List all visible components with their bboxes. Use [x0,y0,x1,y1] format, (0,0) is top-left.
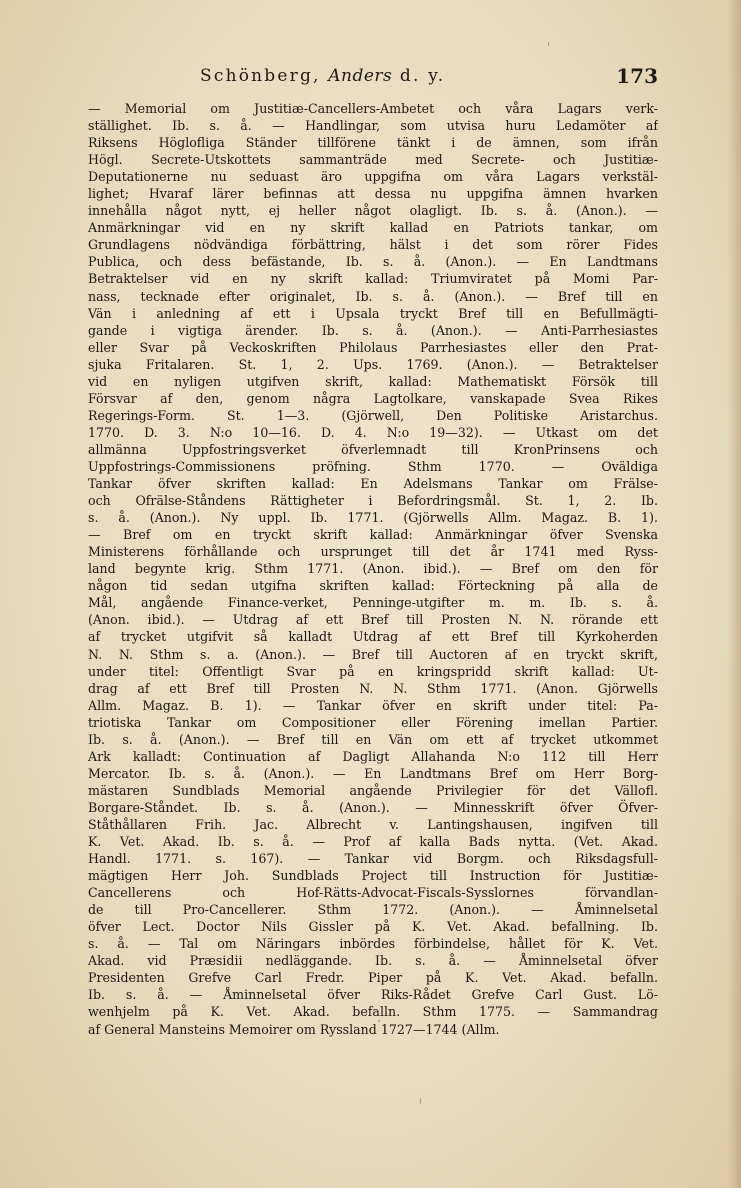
text-line: ställighet. Ib. s. å. — Handlingar, som utvisa huru Ledamöter af [88,118,658,134]
text-line: Borgare-Ståndet. Ib. s. å. (Anon.). — Minnesskrift öfver Öfver- [88,799,658,815]
text-line: 1770. D. 3. N:o 10—16. D. 4. N:o 19—32). — Utkast om det [88,424,658,440]
text-line: Betraktelser vid en ny skrift kallad: Triumviratet på Momi Par- [88,271,658,287]
text-line: sjuka Fritalaren. St. 1, 2. Ups. 1769. (Anon.). — Betraktelser [88,356,658,372]
body-text [88,100,658,1038]
text-line: Ark kalladt: Continuation af Dagligt Allahanda N:o 112 till Herr [88,748,658,764]
text-line: (Anon. ibid.). — Utdrag af ett Bref till Prosten N. N. rörande ett [88,612,658,628]
text-line: Riksens Höglofliga Ständer tillförene tänkt i de ämnen, som ifrån [88,135,658,151]
text-line: innehålla något nytt, ej heller något olagligt. Ib. s. å. (Anon.). — [88,203,658,219]
text-line: gande i vigtiga ärender. Ib. s. å. (Anon.). — Anti-Parrhesiastes [88,322,658,338]
text-line: Ib. s. å. (Anon.). — Bref till en Vän om ett af trycket utkommet [88,731,658,747]
page-number: 173 [616,64,658,88]
text-line: — Memorial om Justitiæ-Cancellers-Ambetet och våra Lagars verk- [88,101,658,116]
text-line: Ib. s. å. — Åminnelsetal öfver Riks-Rådet Grefve Carl Gust. Lö- [88,987,658,1003]
text-line: s. å. (Anon.). Ny uppl. Ib. 1771. (Gjörwells Allm. Magaz. B. 1). [88,510,658,526]
text-line: och Ofrälse-Ståndens Rättigheter i Befordringsmål. St. 1, 2. Ib. [88,493,658,509]
text-line: drag af ett Bref till Prosten N. N. Sthm 1771. (Anon. Gjörwells [88,680,658,696]
text-line: allmänna Uppfostringsverket öfverlemnadt till KronPrinsens och [88,441,658,457]
text-line: af General Mansteins Memoirer om Ryssland 1727—1744 (Allm. [88,1021,500,1037]
text-line: Ståthållaren Frih. Jac. Albrecht v. Lantingshausen, ingifven till [88,816,658,832]
text-line: Akad. vid Præsidii nedläggande. Ib. s. å. — Åminnelsetal öfver [88,953,658,969]
text-line: under titel: Offentligt Svar på en kringspridd skrift kallad: Ut- [88,663,658,679]
text-line: Regerings-Form. St. 1—3. (Gjörwell, Den Politiske Aristarchus. [88,407,658,423]
text-line: Presidenten Grefve Carl Fredr. Piper på K. Vet. Akad. befalln. [88,970,658,986]
text-line: Anmärkningar vid en ny skrift kallad en Patriots tankar, om [88,220,658,236]
text-line: vid en nyligen utgifven skrift, kallad: Mathematiskt Försök till [88,373,658,389]
paper-speck [548,42,549,46]
page-header [88,66,658,96]
running-head-forename: Anders [328,66,393,86]
text-line: N. N. Sthm s. a. (Anon.). — Bref till Auctoren af en tryckt skrift, [88,646,658,662]
running-head-surname: Schönberg, [200,66,329,86]
paper-speck [420,1098,421,1104]
text-line: Mercator. Ib. s. å. (Anon.). — En Landtmans Bref om Herr Borg- [88,765,658,781]
text-line: Vän i anledning af ett i Upsala tryckt Bref till en Befullmägti- [88,305,658,321]
text-line: öfver Lect. Doctor Nils Gissler på K. Vet. Akad. befallning. Ib. [88,919,658,935]
text-line: mästaren Sundblads Memorial angående Privilegier för det Vällofl. [88,782,658,798]
text-line: s. å. — Tal om Näringars inbördes förbindelse, hållet för K. Vet. [88,936,658,952]
text-line: Allm. Magaz. B. 1). — Tankar öfver en skrift under titel: Pa- [88,697,658,713]
text-line: Försvar af den, genom några Lagtolkare, vanskapade Svea Rikes [88,390,658,406]
text-line: nass, tecknade efter originalet, Ib. s. å. (Anon.). — Bref till en [88,288,658,304]
running-head [200,66,445,86]
text-line: wenhjelm på K. Vet. Akad. befalln. Sthm 1775. — Sammandrag [88,1004,658,1020]
text-line: land begynte krig. Sthm 1771. (Anon. ibid.). — Bref om den för [88,561,658,577]
text-line: Ministerens förhållande och ursprunget till det år 1741 med Ryss- [88,544,658,560]
text-line: K. Vet. Akad. Ib. s. å. — Prof af kalla Bads nytta. (Vet. Akad. [88,834,658,850]
page-edge-shadow [727,0,741,1188]
text-line: Uppfostrings-Commissionens pröfning. Sthm 1770. — Oväldiga [88,458,658,474]
text-line: Deputationerne nu seduast äro uppgifna om våra Lagars verkstäl- [88,169,658,185]
text-line: af trycket utgifvit så kalladt Utdrag af ett Bref till Kyrkoherden [88,629,658,645]
paper-speck [378,1020,380,1022]
text-line: triotiska Tankar om Compositioner eller Förening imellan Partier. [88,714,658,730]
text-line: mägtigen Herr Joh. Sundblads Project till Instruction för Justitiæ- [88,868,658,884]
text-line: Grundlagens nödvändiga förbättring, hälst i det som rörer Fides [88,237,658,253]
running-head-suffix: d. y. [392,66,446,86]
text-line: — Bref om en tryckt skrift kallad: Anmärkningar öfver Svenska [88,527,658,543]
text-line: de till Pro-Cancellerer. Sthm 1772. (Anon.). — Åminnelsetal [88,902,658,918]
text-line: Handl. 1771. s. 167). — Tankar vid Borgm. och Riksdagsfull- [88,851,658,867]
text-line: Cancellerens och Hof-Rätts-Advocat-Fiscals-Sysslornes förvandlan- [88,885,658,901]
text-line: någon tid sedan utgifna skriften kallad: Förteckning på alla de [88,578,658,594]
text-line: lighet; Hvaraf lärer befinnas att dessa nu uppgifna ämnen hvarken [88,186,658,202]
text-line: Mål, angående Finance-verket, Penninge-utgifter m. m. Ib. s. å. [88,595,658,611]
text-line: Tankar öfver skriften kallad: En Adelsmans Tankar om Frälse- [88,476,658,492]
text-line: Högl. Secrete-Utskottets sammanträde med Secrete- och Justitiæ- [88,152,658,168]
text-line: Publica, och dess befästande, Ib. s. å. (Anon.). — En Landtmans [88,254,658,270]
text-line: eller Svar på Veckoskriften Philolaus Parrhesiastes eller den Prat- [88,339,658,355]
